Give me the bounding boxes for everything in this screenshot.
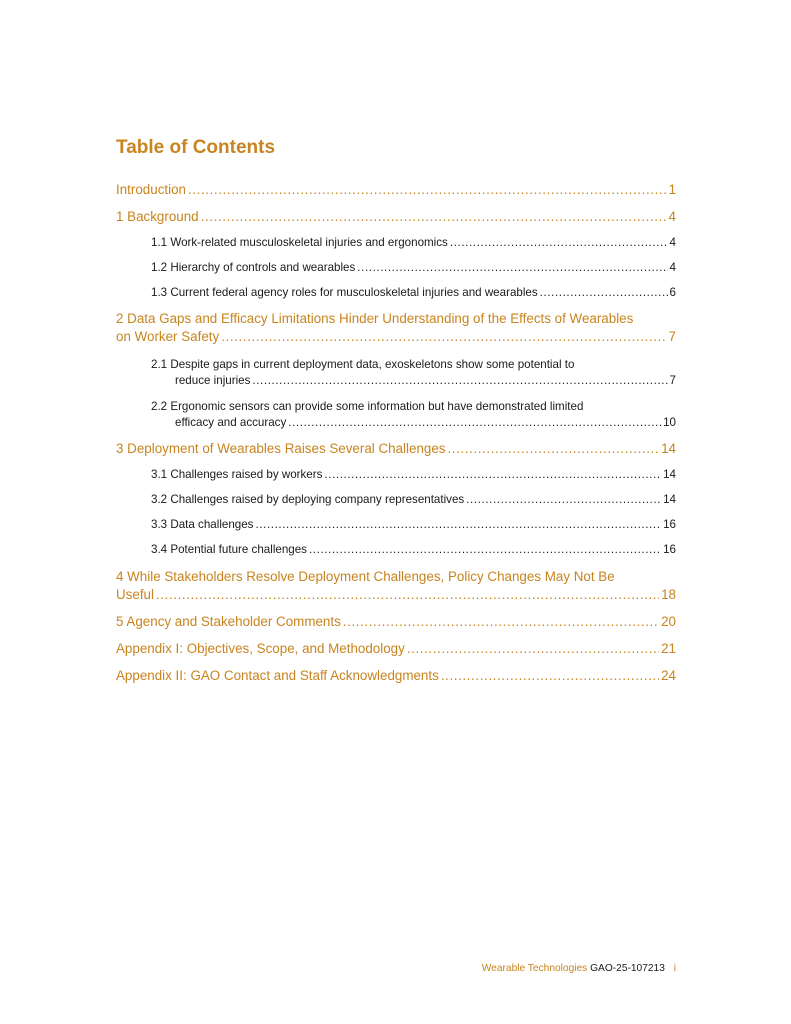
toc-page-number: 7 <box>669 374 676 387</box>
toc-page-number: 10 <box>663 416 676 429</box>
toc-entry-section-4[interactable] <box>116 568 676 604</box>
toc-page-number: 21 <box>661 641 676 656</box>
toc-entry-appendix-2[interactable] <box>116 667 676 685</box>
toc-entry-3-2[interactable] <box>151 492 676 508</box>
footer-page-number: i <box>673 963 676 974</box>
toc-entry-text: 3.3 Data challenges <box>151 518 254 531</box>
toc-page-number: 4 <box>669 261 676 274</box>
toc-entry-text: 2.2 Ergonomic sensors can provide some information but have demonstrated limited <box>151 400 584 413</box>
toc-entry-text: Introduction <box>116 182 186 197</box>
toc-entry-text: 3 Deployment of Wearables Raises Several Challenges <box>116 441 446 456</box>
toc-leader-dots <box>441 667 659 685</box>
toc-entry-text: 4 While Stakeholders Resolve Deployment Challenges, Policy Changes May Not Be <box>116 569 615 584</box>
toc-entry-section-3[interactable] <box>116 440 676 458</box>
toc-page-number: 7 <box>668 329 676 344</box>
toc-leader-dots <box>288 415 661 431</box>
toc-page-number: 6 <box>669 286 676 299</box>
toc-entry-3-3[interactable] <box>151 517 676 533</box>
toc-leader-dots <box>221 328 666 346</box>
toc-entry-section-2[interactable] <box>116 310 676 346</box>
toc-entry-text: 3.1 Challenges raised by workers <box>151 468 323 481</box>
toc-entry-text: 1.1 Work-related musculoskeletal injuries and ergonomics <box>151 236 448 249</box>
toc-page-number: 16 <box>663 518 676 531</box>
toc-entry-text-continued: Useful <box>116 587 154 602</box>
toc-entry-text: 5 Agency and Stakeholder Comments <box>116 614 341 629</box>
toc-entry-1-1[interactable] <box>151 235 676 251</box>
toc-leader-dots <box>252 373 667 389</box>
toc-entry-appendix-1[interactable] <box>116 640 676 658</box>
toc-entry-text: 1.3 Current federal agency roles for musculoskeletal injuries and wearables <box>151 286 538 299</box>
toc-leader-dots <box>255 517 661 533</box>
toc-entry-text: 2.1 Despite gaps in current deployment data, exoskeletons show some potential to <box>151 358 575 371</box>
toc-entry-1-3[interactable] <box>151 285 676 301</box>
toc-leader-dots <box>357 260 667 276</box>
toc-page-number: 14 <box>661 441 676 456</box>
toc-leader-dots <box>309 542 661 558</box>
toc-entry-text: 3.2 Challenges raised by deploying company representatives <box>151 493 465 506</box>
toc-entry-text: 1 Background <box>116 209 199 224</box>
toc-leader-dots <box>201 208 667 226</box>
toc-entry-introduction[interactable] <box>116 181 676 199</box>
toc-entry-1-2[interactable] <box>151 260 676 276</box>
toc-leader-dots <box>156 586 659 604</box>
toc-entry-section-5[interactable] <box>116 613 676 631</box>
toc-page-number: 16 <box>663 543 676 556</box>
toc-entry-text-continued: reduce injuries <box>175 374 251 387</box>
toc-page-number: 4 <box>668 209 676 224</box>
toc-leader-dots <box>188 181 667 199</box>
toc-page-number: 14 <box>663 468 676 481</box>
toc-page-number: 24 <box>661 668 676 683</box>
footer-report-title: Wearable Technologies <box>481 963 588 974</box>
toc-leader-dots <box>447 440 659 458</box>
toc-entry-text: 2 Data Gaps and Efficacy Limitations Hinder Understanding of the Effects of Wearables <box>116 311 634 326</box>
toc-entry-background[interactable] <box>116 208 676 226</box>
toc-page-number: 18 <box>661 587 676 602</box>
page-title: Table of Contents <box>116 137 276 158</box>
toc-leader-dots <box>450 235 668 251</box>
page-footer <box>482 963 676 974</box>
toc-entry-3-4[interactable] <box>151 542 676 558</box>
toc-entry-text: Appendix I: Objectives, Scope, and Methodology <box>116 641 405 656</box>
toc-leader-dots <box>407 640 659 658</box>
toc-entry-text-continued: efficacy and accuracy <box>175 416 287 429</box>
toc-entry-text-continued: on Worker Safety <box>116 329 220 344</box>
footer-report-number: GAO-25-107213 <box>590 963 665 974</box>
toc-entry-text: 3.4 Potential future challenges <box>151 543 307 556</box>
toc-page-number: 20 <box>661 614 676 629</box>
toc-entry-text: Appendix II: GAO Contact and Staff Acknowledgments <box>116 668 439 683</box>
toc-leader-dots <box>540 285 668 301</box>
toc-page-number: 4 <box>669 236 676 249</box>
toc-leader-dots <box>324 467 661 483</box>
toc-leader-dots <box>466 492 661 508</box>
toc-entry-2-2[interactable] <box>151 398 676 431</box>
toc-leader-dots <box>343 613 659 631</box>
toc-entry-2-1[interactable] <box>151 356 676 389</box>
toc-page-number: 1 <box>668 182 676 197</box>
toc-entry-text: 1.2 Hierarchy of controls and wearables <box>151 261 356 274</box>
toc-entry-3-1[interactable] <box>151 467 676 483</box>
toc-page-number: 14 <box>663 493 676 506</box>
